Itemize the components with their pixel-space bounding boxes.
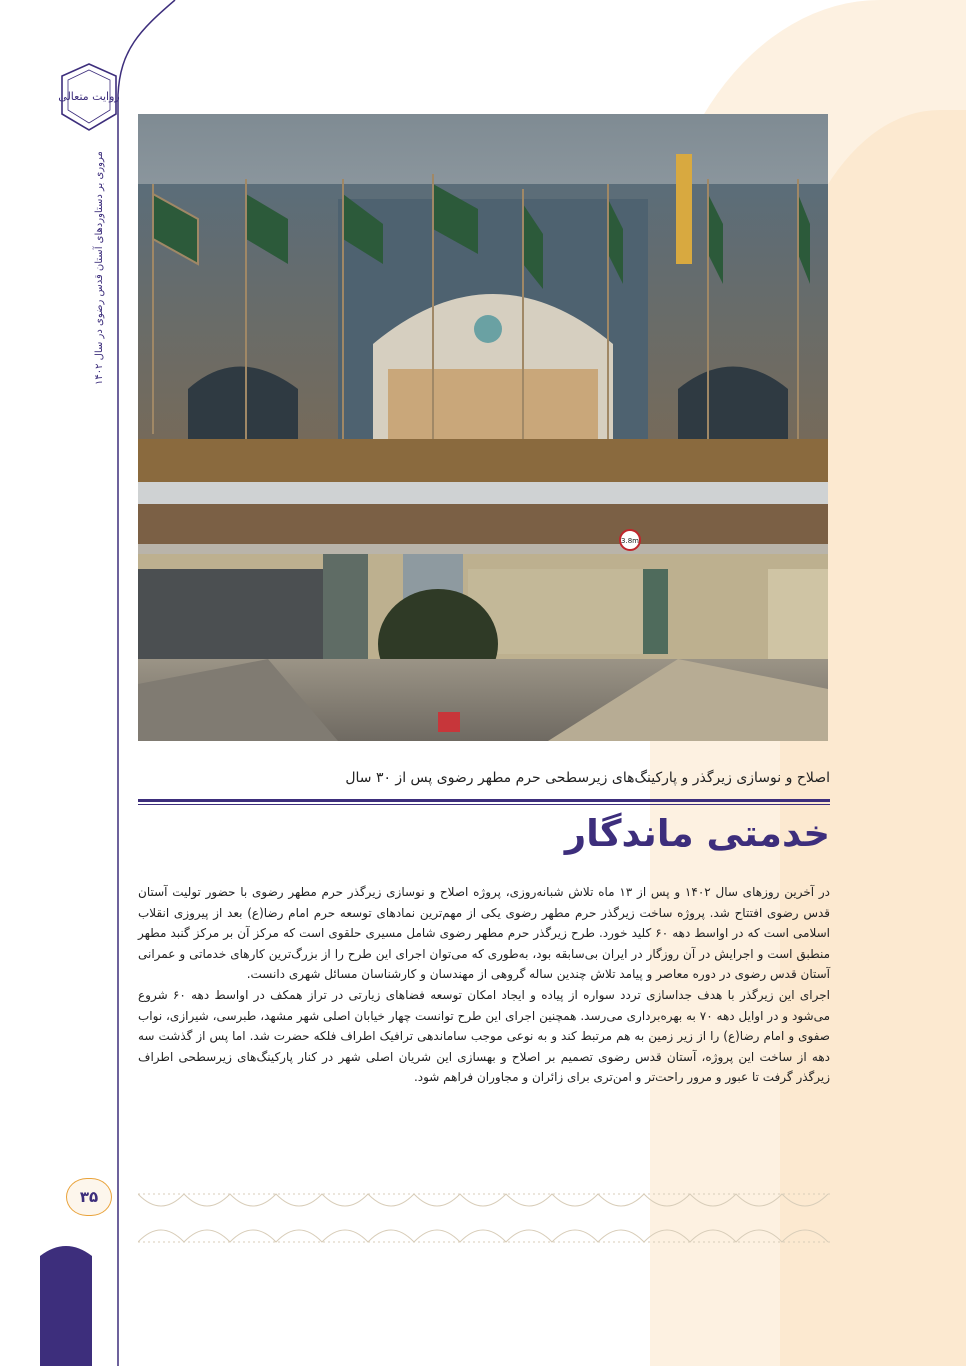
article-paragraph: در آخرین روزهای سال ۱۴۰۲ و پس از ۱۳ ماه تلاش شبانه‌روزی، پروژه اصلاح و نوسازی زیرگذر حرم مطهر رضوی با حضور تولیت آستان قدس رضوی افتتاح شد. پروژه ساخت زیرگذر حرم مطهر رضوی یکی از مهم‌ترین نمادهای توسعه حرم امام رضا(ع) بعد از پیروزی انقلاب اسلامی است که در اواسط دهه ۶۰ کلید خورد. طرح زیرگذر حرم مطهر رضوی شامل مسیری حلقوی است که مرکز آن بر مرکز گنبد مطهر منطبق است و اجرایش در آن روزگار در ایران بی‌سابقه بود، به‌طوری که می‌توان اجرای این طرح را از بزرگ‌ترین کارهای خدماتی و عمرانی آستان قدس رضوی در دوره معاصر و پیامد تلاش چندین ساله گروهی از مهندسان و کارشناسان مسائل شهری دانست.: [138, 885, 830, 982]
page-number: ۳۵: [66, 1178, 112, 1216]
article-body: [138, 882, 830, 1088]
article-subtitle: اصلاح و نوسازی زیرگذر و پارکینگ‌های زیرسطحی حرم مطهر رضوی پس از ۳۰ سال: [345, 770, 830, 786]
height-limit-sign: 3.8m: [621, 537, 639, 545]
divider-thin: [138, 804, 830, 805]
sidebar-tab-shape: [40, 1236, 92, 1366]
article-paragraph: اجرای این زیرگذر با هدف جداسازی تردد سواره از پیاده و ایجاد امکان توسعه فضاهای زیارتی در تراز همکف در اواسط دهه ۶۰ شروع می‌شود و در اوایل دهه ۷۰ به بهره‌برداری می‌رسد. همچنین اجرای این طرح توانست چهار خیابان اصلی شهر مشهد، طبرسی، شیرازی، نواب صفوی و امام رضا(ع) را از زیر زمین به هم مرتبط کند و به نوعی موجب ساماندهی ترافیک اطراف فلکه حضرت شد. اما پس از گذشت سه دهه از ساخت این پروژه، آستان قدس رضوی تصمیم بر اصلاح و بهسازی این شریان اصلی شهر در کنار پارکینگ‌های زیرسطحی اطراف زیرگذر گرفت تا عبور و مرور راحت‌تر و امن‌تری برای زائران و مجاوران فراهم شود.: [138, 987, 831, 1085]
logo-text: روایت متعالی: [58, 90, 120, 103]
sidebar-caption: مروری بر دستاوردهای آستان قدس رضوی در سال ۱۴۰۲: [94, 151, 105, 385]
article-title: خدمتی ماندگار: [564, 812, 830, 855]
roayat-logo: [56, 62, 122, 132]
sidebar: [0, 0, 130, 1366]
decorative-pattern-band: [138, 1190, 830, 1246]
shrine-underpass-photo: [138, 114, 828, 741]
divider-thick: [138, 799, 830, 802]
